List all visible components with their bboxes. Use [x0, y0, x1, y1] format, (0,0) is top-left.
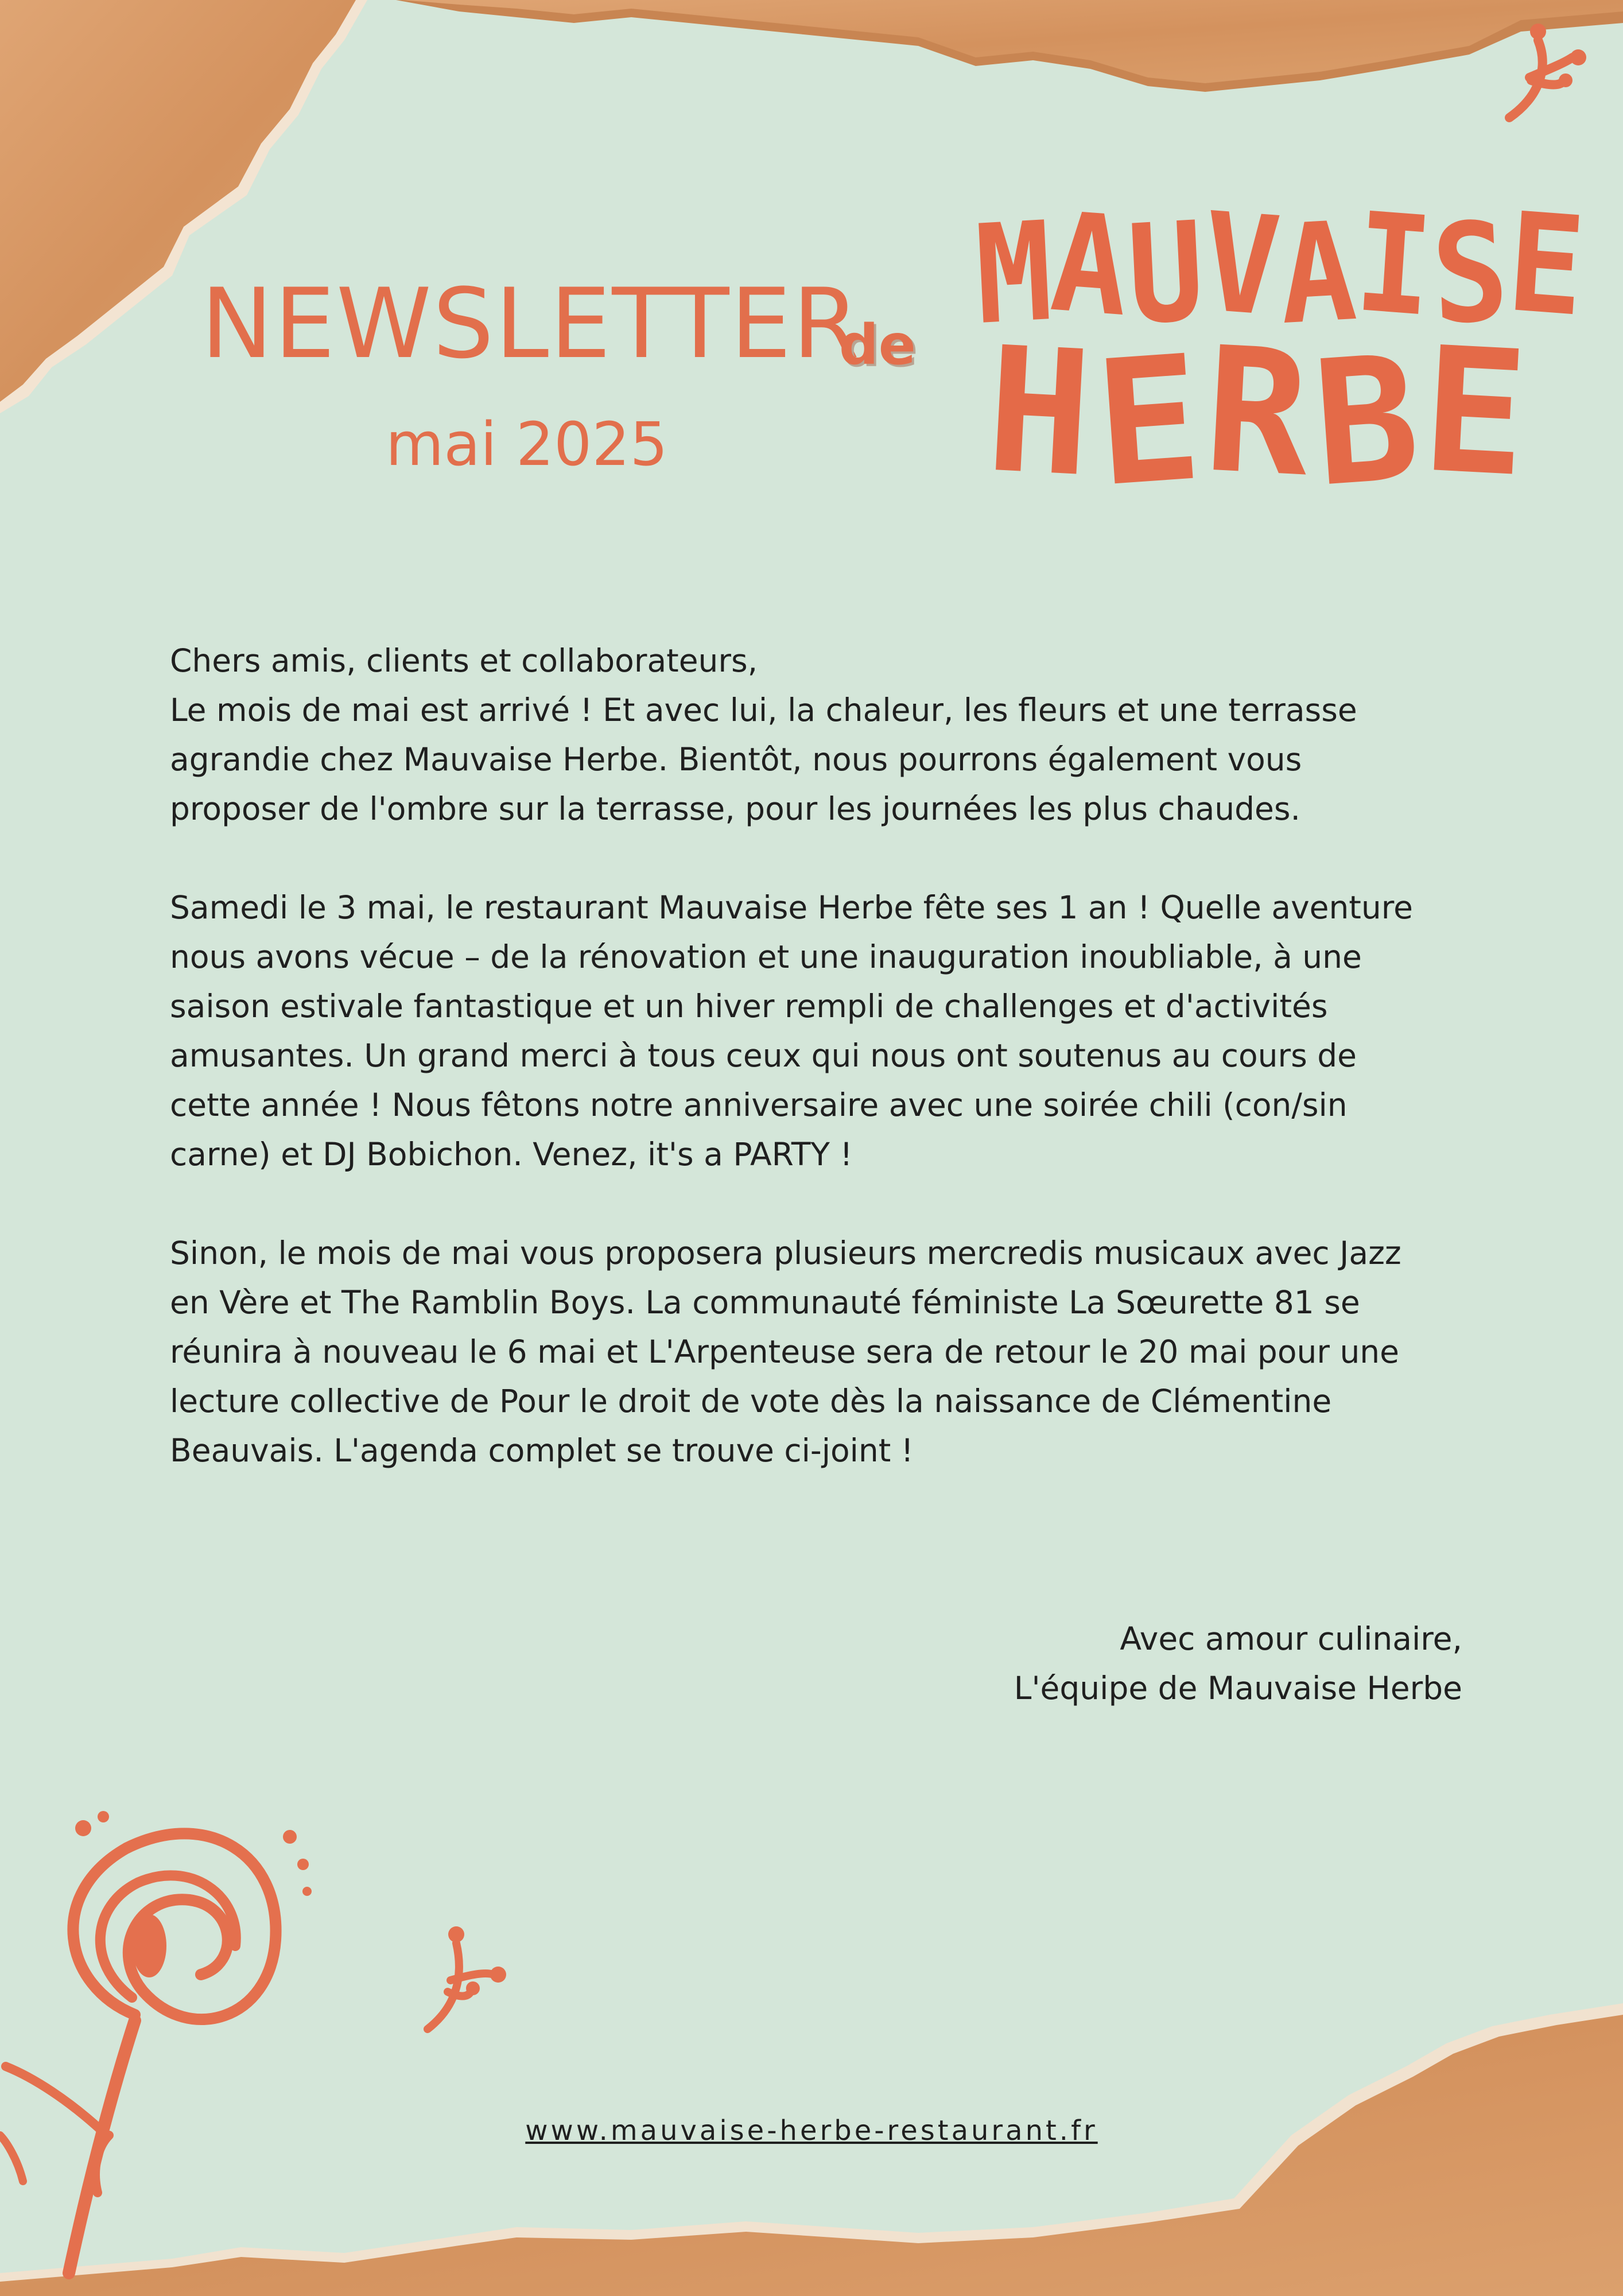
- logo-letter: V: [1199, 183, 1286, 347]
- logo-letter: H: [982, 309, 1096, 515]
- logo-letter: E: [1089, 318, 1207, 525]
- logo-letter: A: [1276, 192, 1360, 355]
- website-link[interactable]: www.mauvaise-herbe-restaurant.fr: [525, 2115, 1098, 2147]
- signature: [1014, 1614, 1462, 1713]
- title-connector: de: [839, 313, 916, 377]
- signature-closing: Avec amour culinaire,: [1120, 1620, 1462, 1657]
- sprig-icon: [1509, 24, 1586, 118]
- letter-body: [170, 636, 1467, 1475]
- sprig-icon: [428, 1926, 506, 2029]
- logo-letter: U: [1124, 192, 1208, 355]
- signature-team: L'équipe de Mauvaise Herbe: [1014, 1670, 1462, 1707]
- logo-herbe: [982, 309, 1532, 525]
- logo-letter: B: [1307, 318, 1425, 525]
- logo-letter: M: [972, 192, 1056, 355]
- logo-letter: E: [1418, 309, 1532, 515]
- logo-letter: R: [1200, 309, 1314, 515]
- paragraph-events: Sinon, le mois de mai vous proposera plusieurs mercredis musicaux avec Jazz en Vère et The Ramblin Boys. La communauté féministe La Sœurette 81 se réunira à nouveau le 6 mai et L'Arpenteuse sera de retour le 20 mai pour une lecture collective de Pour le droit de vote dès la naissance de Clémentine Beauvais. L'agenda complet se trouve ci-joint !: [170, 1235, 1401, 1469]
- logo-letter: A: [1047, 183, 1133, 347]
- paragraph-intro: Chers amis, clients et collaborateurs, Le mois de mai est arrivé ! Et avec lui, la chaleur, les fleurs et une terrasse agrandie chez Mauvaise Herbe. Bientôt, nous pourrons également vous proposer de l'ombre sur la terrasse, pour les journées les plus chaudes.: [170, 642, 1357, 827]
- logo-letter: I: [1351, 183, 1438, 347]
- logo-letter: S: [1428, 192, 1512, 355]
- paragraph-anniversary: Samedi le 3 mai, le restaurant Mauvaise Herbe fête ses 1 an ! Quelle aventure nous avons vécue – de la rénovation et une inauguration inoubliable, à une saison estivale fantastique et un hiver rempli de challenges et d'activités amusantes. Un grand merci à tous ceux qui nous ont soutenus au cours de cette année ! Nous fêtons notre anniversaire avec une soirée chili (con/sin carne) et DJ Bobichon. Venez, it's a PARTY !: [170, 889, 1413, 1173]
- spiral-flower-icon: [0, 1811, 312, 2273]
- logo-letter: E: [1502, 183, 1589, 347]
- torn-paper-top-right: [396, 0, 1623, 92]
- torn-paper-bottom: [0, 2003, 1623, 2296]
- newsletter-title: NEWSLETTER: [201, 267, 861, 380]
- issue-date: mai 2025: [386, 409, 668, 479]
